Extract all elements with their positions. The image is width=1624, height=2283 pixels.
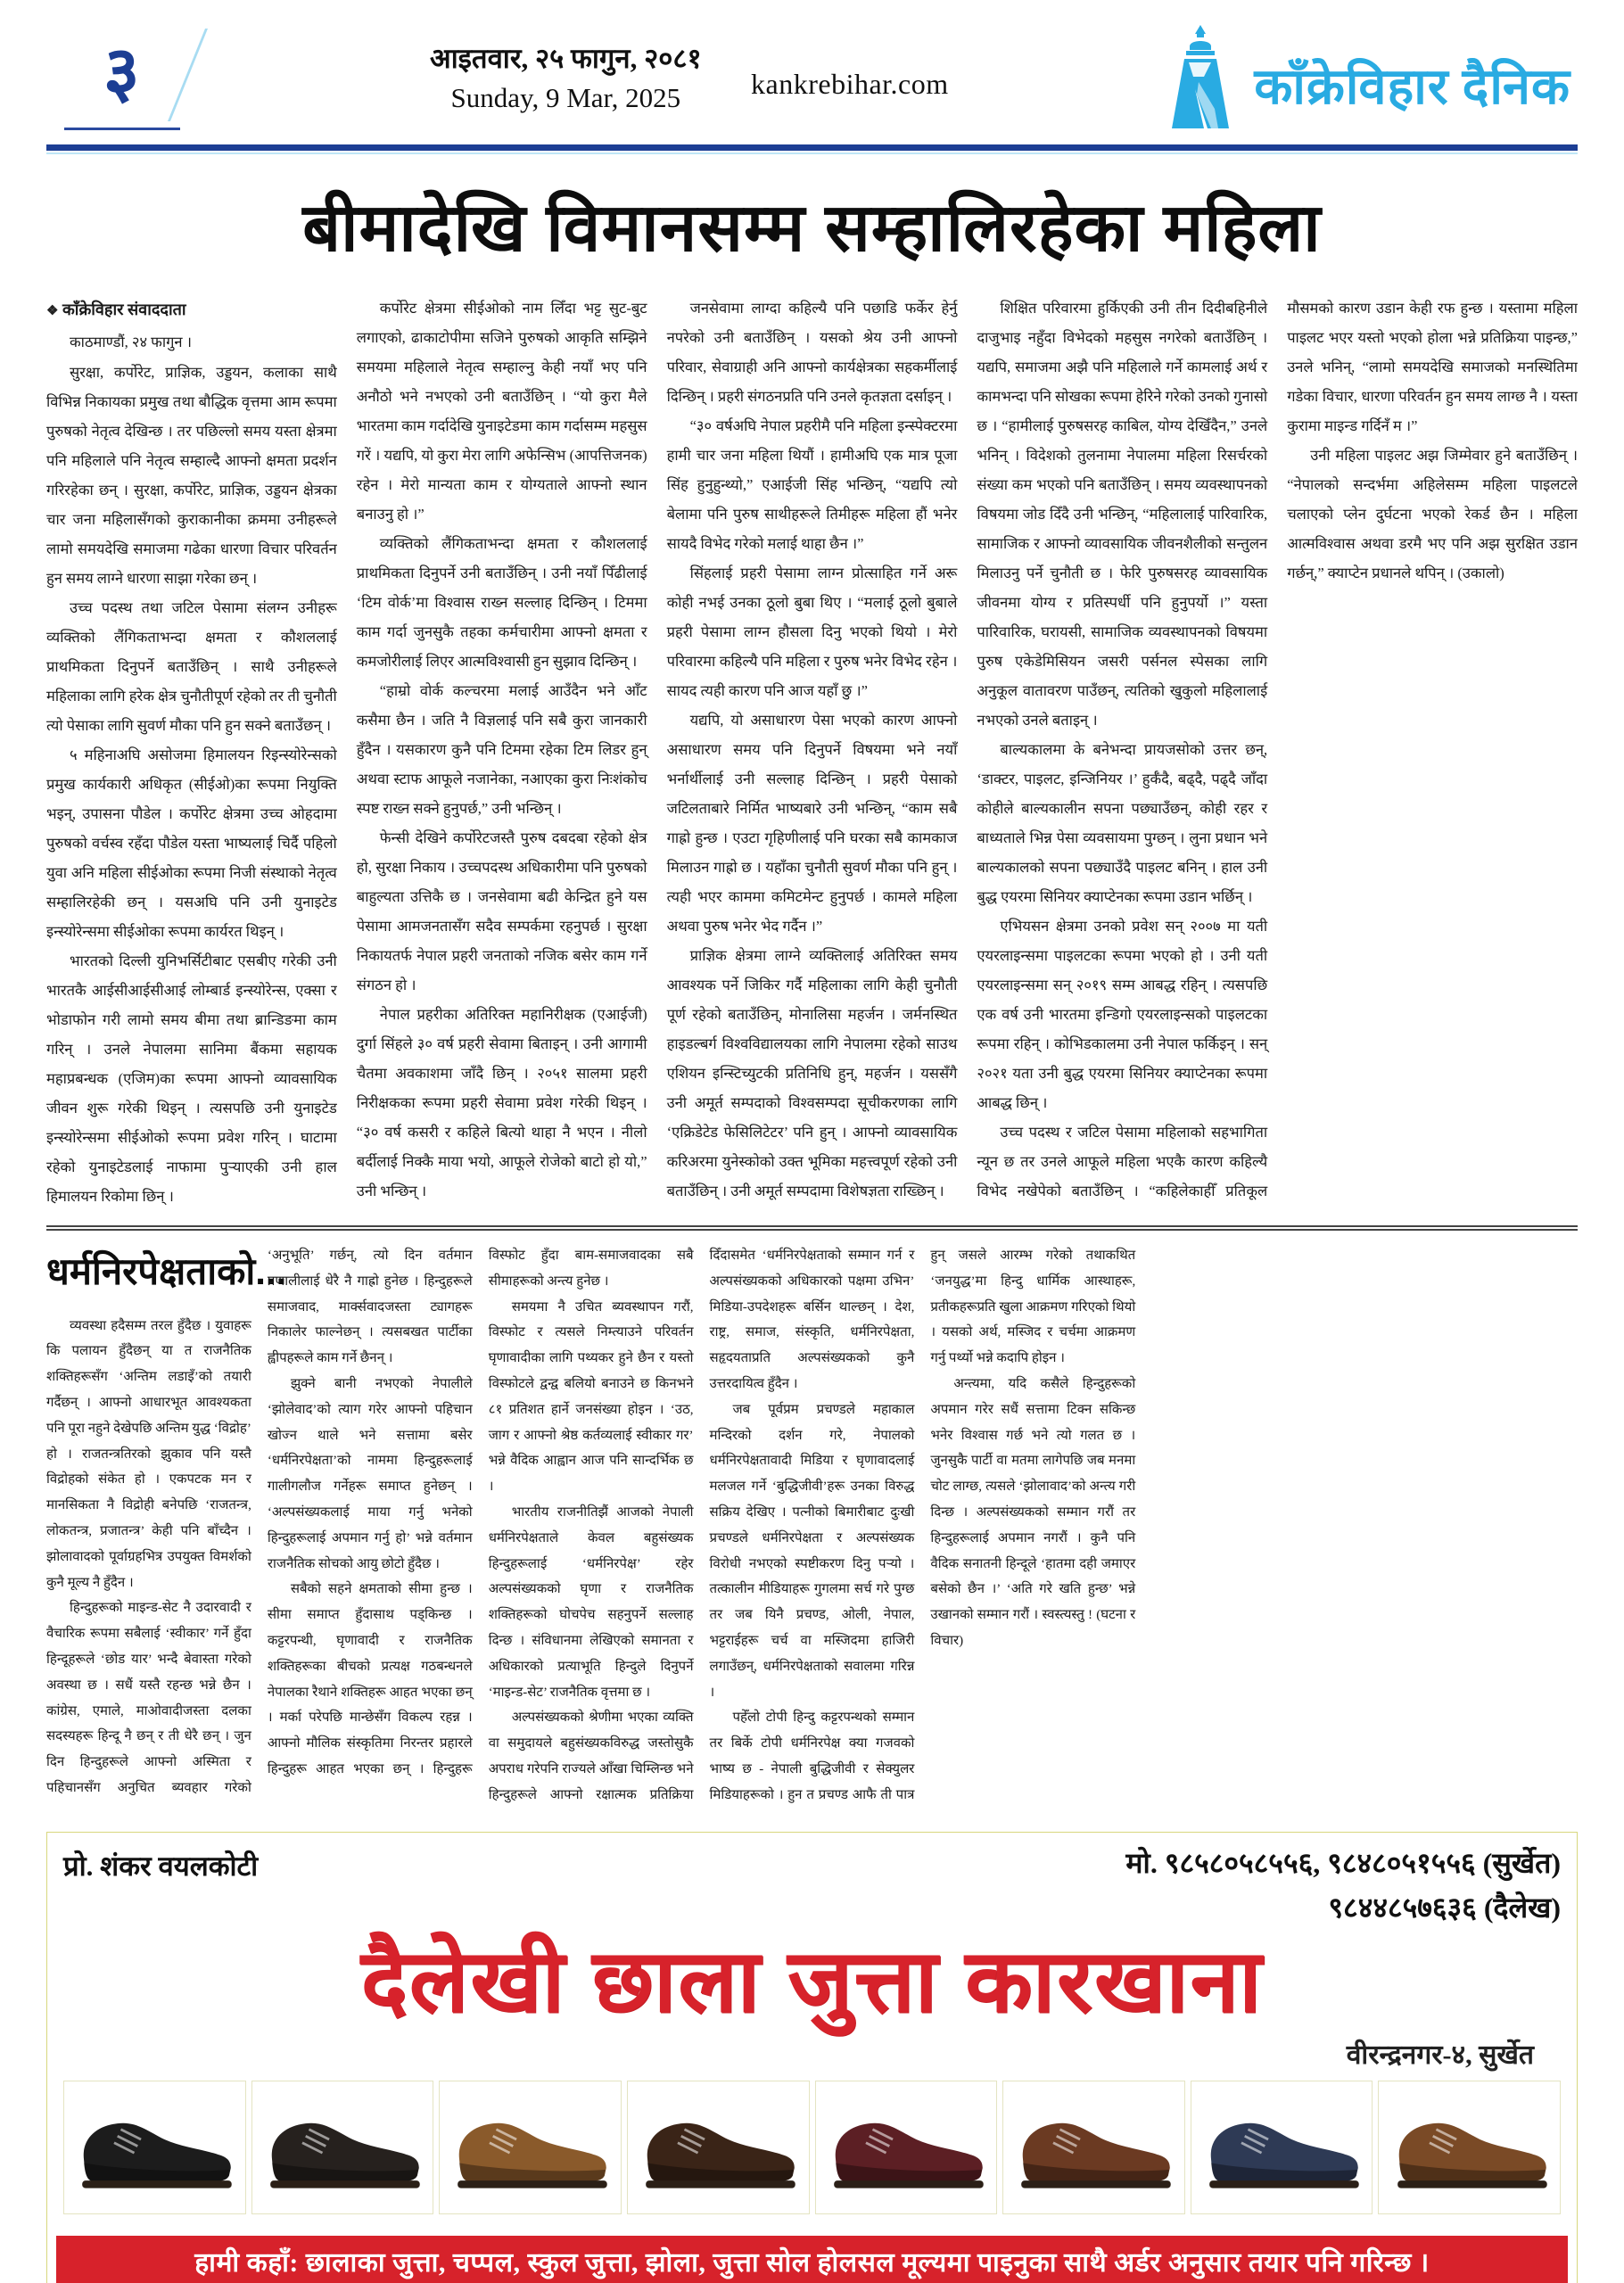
article-paragraph: “३० वर्षअघि नेपाल प्रहरीमै पनि महिला इन्स्पेक्टरमा हामी चार जना महिला थियौं । हामीअघि एक मात्र पूजा सिंह हुनुहुन्थ्यो,” एआईजी सिंह भन्छिन्, “यद्यपि त्यो बेलामा पनि पुरुष साथीहरूले तिमीहरू महिला हौं भनेर सायदै विभेद गरेको मलाई थाहा छैन ।” <box>666 417 958 552</box>
article-paragraph: नेपाल प्रहरीका अतिरिक्त महानिरीक्षक (एआईजी) दुर्गा सिंहले ३० वर्ष प्रहरी सेवामा बिताइन् । उनी आगामी चैतमा अवकाशमा जाँदै छिन् । २०५१ सालमा प्रहरी निरीक्षकका रूपमा प्रहरी सेवामा प्रवेश गरेकी थिइन् । “३० वर्ष कसरी र कहिले बित्यो थाहा नै भएन । नीलो बर्दीलाई निक्कै माया भयो, आफूले रोजेको बाटो हो यो,” उनी भन्छिन् । <box>356 1006 647 1199</box>
article-paragraph: शिक्षित परिवारमा हुर्किएकी उनी तीन दिदीबहिनीले दाजुभाइ नहुँदा विभेदको महसुस नगरेको बताउँछिन् । यद्यपि, समाजमा अझै पनि महिलाले गर्ने कामलाई अर्थ र कामभन्दा पनि सोखका रूपमा हेरिने गरेको उनको गुनासो छ । “हामीलाई पुरुषसरह काबिल, योग्य देखिँदैन,” उनले भनिन् । विदेशको तुलनामा नेपालमा महिला रिसर्चरको संख्या कम भएको पनि बताउँछिन् । समय व्यवस्थापनको विषयमा जोड दिँदै उनी भन्छिन्, “महिलालाई पारिवारिक, सामाजिक र आफ्नो व्यावसायिक जीवनशैलीको सन्तुलन मिलाउनु पर्ने चुनौती छ । फेरि पुरुषसरह व्यावसायिक जीवनमा योग्य र प्रतिस्पर्धी पनि हुनुपर्यो ।” यस्ता पारिवारिक, घरायसी, सामाजिक व्यवस्थापनको विषयमा पुरुष एकेडेमिसियन जसरी पर्सनल स्पेसका लागि अनुकूल वातावरण पाउँछन्, त्यतिको खुकुलो महिलालाई नभएको उनले बताइन् । <box>977 300 1268 729</box>
article-paragraph: उच्च पदस्थ र जटिल पेसामा महिलाको सहभागिता न्यून छ तर उनले आफूले महिला भएकै कारण कहिल्यै विभेद नखेपेको बताउँछिन् । “कहिलेकाहीँ प्रतिकूल मौसमको कारण उडान केही रफ हुन्छ । यस्तामा महिला पाइलट भएर यस्तो भएको होला भन्ने प्रतिक्रिया पाइन्छ,” उनले भनिन्, “लामो समयदेखि समाजको मनस्थितिमा गडेका विचार, धारणा परिवर्तन हुन समय लाग्छ नै । यस्ता कुरामा माइन्ड गर्दिनँ म ।” <box>977 300 1578 1199</box>
date-block <box>430 39 702 118</box>
ad-phone-numbers <box>1125 1842 1561 1930</box>
shoe-photo <box>63 2081 246 2214</box>
ad-phone-line-2: ९८४४८५७६३६ (दैलेख) <box>1328 1891 1561 1924</box>
article-paragraph: व्यवस्था हदैसम्म तरल हुँदैछ । युवाहरू कि पलायन हुँदैछन् या त राजनैतिक शक्तिहरूसँग ‘अन्तिम लडाइँ’को तयारी गर्दैछन् । आफ्नो आधारभूत आवश्यकता पनि पूरा नहुने देखेपछि अन्तिम युद्ध ‘विद्रोह’ हो । राजतन्त्रतिरको झुकाव पनि यस्तै विद्रोहको संकेत हो । एकपटक मन र मानसिकता नै विद्रोही बनेपछि ‘राजतन्त्र, लोकतन्त्र, प्रजातन्त्र’ केही पनि बाँच्दैन । झोलावादको पूर्वाग्रहभित्र उपयुक्त विमर्शको कुनै मूल्य नै हुँदैन । <box>46 1318 251 1590</box>
article-paragraph: उच्च पदस्थ तथा जटिल पेसामा संलग्न उनीहरू व्यक्तिको लैंगिकताभन्दा क्षमता र कौशललाई प्राथमिकता दिनुपर्ने बताउँछिन् । साथै उनीहरूले महिलाका लागि हरेक क्षेत्र चुनौतीपूर्ण रहेको तर ती चुनौती त्यो पेसाका लागि सुवर्ण मौका पनि हुन सक्ने बताउँछन् । <box>46 599 337 735</box>
nepali-date: आइतवार, २५ फागुन, २०८१ <box>430 43 702 74</box>
shoe-image <box>446 2089 614 2205</box>
newspaper-name: काँक्रेविहार दैनिक <box>1254 60 1570 115</box>
shoe-image <box>822 2089 990 2205</box>
ad-proprietor: प्रो. शंकर वयलकोटी <box>63 1850 259 1882</box>
article-paragraph: बाल्यकालमा के बनेभन्दा प्रायजसोको उत्तर छन्, ‘डाक्टर, पाइलट, इन्जिनियर ।’ हुर्कँदै, बढ्दै, पढ्दै जाँदा कोहीले बाल्यकालीन सपना पछ्याउँछन्, कोही रहर र बाध्यताले भिन्न पेसा व्यवसायमा पुग्छन् । लुना प्रधान भने बाल्यकालको सपना पछ्याउँदै पाइलट बनिन् । हाल उनी बुद्ध एयरमा सिनियर क्याप्टेनका रूपमा उडान भर्छिन् । <box>977 741 1268 905</box>
newspaper-logo <box>1159 23 1570 130</box>
article-paragraph: सिंहलाई प्रहरी पेसामा लाग्न प्रोत्साहित गर्ने अरू कोही नभई उनका ठूलो बुबा थिए । “मलाई ठूलो बुबाले प्रहरी पेसामा लाग्न हौसला दिनु भएको थियो । मेरो परिवारमा कहिल्यै पनि महिला र पुरुष भनेर विभेद रहेन । सायद त्यही कारण पनि आज यहाँ छु ।” <box>666 565 958 699</box>
article-paragraph: भारतीय राजनीतिझैं आजको नेपाली धर्मनिरपेक्षताले केवल बहुसंख्यक हिन्दुहरूलाई ‘धर्मनिरपेक्ष’ रहेर अल्पसंख्यकको घृणा र राजनैतिक शक्तिहरूको घोचपेच सहनुपर्ने सल्लाह दिन्छ । संविधानमा लेखिएको समानता र अधिकारको प्रत्याभूति हिन्दुले दिनुपर्ने ‘माइन्ड-सेट’ राजनैतिक वृत्तमा छ । <box>488 1504 694 1700</box>
byline-text: काँक्रेविहार संवाददाता <box>62 301 186 318</box>
main-headline: बीमादेखि विमानसम्म सम्हालिरहेका महिला <box>302 190 1322 265</box>
dateline: काठमाण्डौं, २४ फागुन । <box>70 333 192 350</box>
byline <box>46 293 337 327</box>
shoe-image <box>1386 2089 1554 2205</box>
article-paragraph: प्राज्ञिक क्षेत्रमा लाग्ने व्यक्तिलाई अतिरिक्त समय आवश्यक पर्ने जिकिर गर्दै महिलाका लागि केही चुनौती पूर्ण रहेको बताउँछिन्, मोनालिसा महर्जन । जर्मनस्थित हाइडल्बर्ग विश्वविद्यालयका लागि नेपालमा रहेको साउथ एशियन इन्स्टिच्युटकी प्रतिनिधि हुन्, महर्जन । यससँगै उनी अमूर्त सम्पदाको विश्वसम्पदा सूचीकरणका लागि ‘एक्रिडेटेड फेसिलिटेटर’ पनि हुन् । आफ्नो व्यावसायिक करिअरमा युनेस्कोको उक्त भूमिका महत्त्वपूर्ण रहेको उनी बताउँछिन् । उनी अमूर्त सम्पदामा विशेषज्ञता राख्छिन् । <box>666 947 958 1199</box>
shoe-photo-strip <box>63 2081 1561 2214</box>
shoe-photo <box>1378 2081 1561 2214</box>
article-paragraph: सुरक्षा, कर्पोरेट, प्राज्ञिक, उड्डयन, कलाका साथै विभिन्न निकायका प्रमुख तथा बौद्धिक वृत्तमा आम रूपमा पुरुषको नेतृत्व देखिन्छ । तर पछिल्लो समय यस्ता क्षेत्रमा पनि महिलाले पनि नेतृत्व सम्हाल्दै आफ्नो क्षमता प्रदर्शन गरिरहेका छन् । सुरक्षा, कर्पोरेट, प्राज्ञिक, उड्डयन क्षेत्रका चार जना महिलासँगको कुराकानीका क्रममा उनीहरूले लामो समयदेखि समाजमा गढेका धारणा विचार परिवर्तन हुन समय लाग्ने धारणा साझा गरेका छन् । <box>46 364 337 588</box>
shoe-photo <box>439 2081 622 2214</box>
article-paragraph: व्यक्तिको लैंगिकताभन्दा क्षमता र कौशललाई प्राथमिकता दिनुपर्ने उनी बताउँछिन् । उनी नयाँ पिँढीलाई ‘टिम वोर्क’मा विश्वास राख्न सल्लाह दिन्छिन् । टिममा काम गर्दा जुनसुकै तहका कर्मचारीमा आफ्नो क्षमता र कमजोरीलाई लिएर आत्मविश्वासी हुन सुझाव दिन्छिन् । <box>356 535 647 670</box>
shoe-image <box>1198 2089 1365 2205</box>
article-paragraph: समयमा नै उचित ब्यवस्थापन गरौं, विस्फोट र त्यसले निम्त्याउने परिवर्तन घृणावादीका लागि पथ्यकर हुने छैन र यस्तो विस्फोटले द्वन्द्व बलियो बनाउने छ किनभने ८१ प्रतिशत हार्ने जनसंख्या होइन । ‘उठ, जाग र आफ्नो श्रेष्ठ कर्तव्यलाई स्वीकार गर’ भन्ने वैदिक आह्वान आज पनि सान्दर्भिक छ । <box>488 1299 694 1495</box>
article-paragraph: उनी महिला पाइलट अझ जिम्मेवार हुने बताउँछिन् । “नेपालको सन्दर्भमा अहिलेसम्म महिला पाइलटले चलाएको प्लेन दुर्घटना भएको रेकर्ड छैन । महिला आत्मविश्वास अथवा डरमै भए पनि अझ सुरक्षित उडान गर्छन्,” क्याप्टेन प्रधानले थपिन् । (उकालो) <box>1287 447 1578 581</box>
shoe-image <box>634 2089 802 2205</box>
shoe-factory-ad <box>46 1832 1578 2283</box>
article-paragraph: “हाम्रो वोर्क कल्चरमा मलाई आउँदैन भने आँट कसैमा छैन । जति नै विज्ञलाई पनि सबै कुरा जानकारी हुँदैन । यसकारण कुनै पनि टिममा रहेका टिम लिडर हुन् अथवा स्टाफ आफूले नजानेका, नआएका कुरा निःशंकोच स्पष्ट राख्न सक्ने हुनुपर्छ,” उनी भन्छिन् । <box>356 682 647 817</box>
page-number-block <box>57 23 209 130</box>
shoe-image <box>1010 2089 1177 2205</box>
article-paragraph: भारतको दिल्ली युनिभर्सिटीबाट एसबीए गरेकी उनी भारतकै आईसीआईसीआई लोम्बार्ड इन्स्योरेन्स, एक्सा र भोडाफोन गरी लामो समय बीमा तथा ब्रान्डिङमा काम गरिन् । उनले नेपालमा सानिमा बैंकमा सहायक महाप्रबन्धक (एजिम)का रूपमा आफ्नो व्यावसायिक जीवन शुरू गरेकी थिइन् । त्यसपछि उनी युनाइटेड इन्स्योरेन्समा सीईओको रूपमा प्रवेश गरिन् । घाटामा रहेको युनाइटेडलाई नाफामा पुऱ्याएकी उनी हाल हिमालयन रिकोमा छिन् । <box>46 952 337 1206</box>
shoe-image <box>70 2089 238 2205</box>
website-text: kankrebihar.com <box>751 68 949 100</box>
shoe-photo <box>1002 2081 1185 2214</box>
main-article-body <box>46 293 1578 1216</box>
ad-title: दैलेखी छाला जुत्ता कारखाना <box>360 1932 1264 2031</box>
article-paragraph: ५ महिनाअघि असोजमा हिमालयन रिइन्स्योरेन्सको प्रमुख कार्यकारी अधिकृत (सीईओ)का रूपमा नियुक्ति भइन्, उपासना पौडेल । कर्पोरेट क्षेत्रमा उच्च ओहदामा पुरुषको वर्चस्व रहँदा पौडेल यस्ता भाष्यलाई चिर्दै पहिलो युवा अनि महिला सीईओका रूपमा निजी संस्थाको नेतृत्व सम्हालिरहेकी छन् । यसअघि पनि उनी युनाइटेड इन्स्योरेन्समा सीईओका रूपमा कार्यरत थिइन् । <box>46 746 337 941</box>
article-paragraph: एभियसन क्षेत्रमा उनको प्रवेश सन् २००७ मा यती एयरलाइन्समा पाइलटका रूपमा भएको हो । उनी यती एयरलाइन्समा सन् २०१९ सम्म आबद्ध रहिन् । त्यसपछि एक वर्ष उनी भारतमा इन्डिगो एयरलाइन्सको पाइलटका रूपमा रहिन् । कोभिडकालमा उनी नेपाल फर्किइन् । सन् २०२१ यता उनी बुद्ध एयरमा सिनियर क्याप्टेनका रूपमा आबद्ध छिन् । <box>977 918 1268 1111</box>
article-paragraph: सबैको सहने क्षमताको सीमा हुन्छ । सीमा समाप्त हुँदासाथ पड्किन्छ । कट्टरपन्थी, घृणावादी र राजनैतिक शक्तिहरूका बीचको प्रत्यक्ष गठबन्धनले नेपालका रैथाने शक्तिहरू आहत भएका छन् । मर्का परेपछि मान्छेसँग विकल्प रहन्न । आफ्नो मौलिक संस्कृतिमा निरन्तर प्रहारले हिन्दुहरू आहत भएका छन् । हिन्दुहरू विस्फोट हुँदा बाम-समाजवादका सबै सीमाहरूको अन्त्य हुनेछ । <box>267 1249 694 1776</box>
article-paragraph: अन्त्यमा, यदि कसैले हिन्दुहरूको अपमान गरेर सधैं सत्तामा टिक्न सकिन्छ भनेर विश्वास गर्छ भने त्यो गलत छ । जुनसुकै पार्टी वा मतमा लागेपछि जब मनमा चोट लाग्छ, त्यसले ‘झोलावाद’को अन्त्य गरी दिन्छ । अल्पसंख्यकको सम्मान गरौं तर हिन्दुहरूलाई अपमान नगरौं । कुनै पनि वैदिक सनातनी हिन्दूले ‘हातमा दही जमाएर बसेको छैन ।’ ‘अति गरे खति हुन्छ’ भन्ने उखानको सम्मान गरौं । स्वस्त्यस्तु ! (घटना र विचार) <box>930 1376 1136 1648</box>
article-paragraph: फेन्सी देखिने कर्पोरेटजस्तै पुरुष दबदबा रहेको क्षेत्र हो, सुरक्षा निकाय । उच्चपदस्थ अधिकारीमा पनि पुरुषको बाहुल्यता उत्तिकै छ । जनसेवामा बढी केन्द्रित हुने यस पेसामा आमजनतासँग सदैव सम्पर्कमा रहनुपर्छ । सुरक्षा निकायतर्फ नेपाल प्रहरी जनताको नजिक बसेर काम गर्ने संगठन हो । <box>356 829 647 993</box>
ad-bottom-banner: हामी कहाँ: छालाका जुत्ता, चप्पल, स्कुल जुत्ता, झोला, जुत्ता सोल होलसल मूल्यमा पाइनुका साथै अर्डर अनुसार तयार पनि गरिन्छ । <box>56 2236 1568 2283</box>
ad-address: वीरन्द्रनगर-४, सुर्खेत <box>1346 2040 1534 2070</box>
shoe-photo <box>251 2081 434 2214</box>
article-paragraph: जनसेवामा लाग्दा कहिल्यै पनि पछाडि फर्केर हेर्नु नपरेको उनी बताउँछिन् । यसको श्रेय उनी आफ्नो परिवार, सेवाग्राही अनि आफ्नो कार्यक्षेत्रका सहकर्मीलाई दिन्छिन् । प्रहरी संगठनप्रति पनि उनले कृतज्ञता दर्साइन् । <box>666 300 958 405</box>
section-divider <box>46 1225 1578 1231</box>
shoe-photo <box>815 2081 998 2214</box>
shoe-image <box>259 2089 426 2205</box>
stupa-logo-icon <box>1159 23 1241 130</box>
ad-phone-line-1: मो. ९८५८०५८५५६, ९८४८०५१५५६ (सुर्खेत) <box>1125 1847 1561 1879</box>
article-paragraph: अल्पसंख्यकको श्रेणीमा भएका व्यक्ति वा समुदायले बहुसंख्यकविरुद्ध जस्तोसुकै अपराध गरेपनि राज्यले आँखा चिम्लिन्छ भने हिन्दुहरूले आफ्नो रक्षात्मक प्रतिक्रिया दिँदासमेत ‘धर्मनिरपेक्षताको सम्मान गर्न र अल्पसंख्यकको अधिकारको पक्षमा उभिन’ मिडिया-उपदेशहरू बर्सिन थाल्छन् । देश, राष्ट्र, समाज, संस्कृति, धर्मनिरपेक्षता, सहृदयताप्रति अल्पसंख्यकको कुनै उत्तरदायित्व हुँदैन । <box>488 1249 915 1802</box>
page-number: ३ <box>103 33 140 111</box>
article-paragraph: यद्यपि, यो असाधारण पेसा भएको कारण आफ्नो असाधारण समय पनि दिनुपर्ने विषयमा भने नयाँ भर्नार्थीलाई उनी सल्लाह दिन्छिन् । प्रहरी पेसाको जटिलताबारे निर्मित भाष्यबारे उनी भन्छिन्, “काम सबै गाह्रो हुन्छ । एउटा गृहिणीलाई पनि घरका सबै कामकाज मिलाउन गाह्रो छ । यहाँका चुनौती सुवर्ण मौका पनि हुन् । त्यही भएर काममा कमिटमेन्ट हुनुपर्छ । कामले महिला अथवा पुरुष भनेर भेद गर्दैन ।” <box>666 712 958 935</box>
opinion-heading: धर्मनिरपेक्षताको... <box>46 1250 287 1292</box>
byline-ornament-icon: ❖ <box>46 304 59 318</box>
opinion-article-body <box>46 1243 1578 1821</box>
article-paragraph: जब पूर्वप्रम प्रचण्डले महाकाल मन्दिरको दर्शन गरे, नेपालको धर्मनिरपेक्षतावादी मिडिया र घृणावादलाई मलजल गर्ने ‘बुद्धिजीवी’हरू उनका विरुद्ध सक्रिय देखिए । पत्नीको बिमारीबाट दुःखी प्रचण्डले धर्मनिरपेक्षता र अल्पसंख्यक विरोधी नभएको स्पष्टीकरण दिनु पर्‍यो । तत्कालीन मीडियाहरू गुगलमा सर्च गरे पुग्छ तर जब यिनै प्रचण्ड, ओली, नेपाल, भट्टराईहरू चर्च वा मस्जिदमा हाजिरी लगाउँछन्, धर्मनिरपेक्षताको सवालमा गरिन्न । <box>709 1402 915 1700</box>
page-number-underline <box>64 128 180 130</box>
article-paragraph: हिन्दुहरूको माइन्ड-सेट नै उदारवादी र वैचारिक रूपमा सबैलाई ‘स्वीकार’ गर्ने हुँदा हिन्दूहरूले ‘छोड यार’ भन्दै बेवास्ता गरेको अवस्था छ । सधैं यस्तै रहन्छ भन्ने छैन । कांग्रेस, एमाले, माओवादीजस्ता दलका सदस्यहरू हिन्दू नै छन् र ती धेरै छन् । जुन दिन हिन्दुहरूले आफ्नो अस्मिता र पहिचानसँग अनुचित ब्यवहार गरेको ‘अनुभूति’ गर्छन्, त्यो दिन वर्तमान प्रणालीलाई धेरै नै गाह्रो हुनेछ । हिन्दुहरूले समाजवाद, मार्क्सवादजस्ता ट्यागहरू निकालेर फाल्नेछन् । त्यसबखत पार्टीका ह्वीपहरूले काम गर्ने छैनन् । <box>46 1249 473 1796</box>
masthead <box>46 16 1578 143</box>
article-paragraph: कर्पोरेट क्षेत्रमा सीईओको नाम लिँदा भट्ट सुट-बुट लगाएको, ढाकाटोपीमा सजिने पुरुषको आकृति सम्झिने समयमा महिलाले नेतृत्व सम्हाल्नु केही नयाँ भए पनि अनौठो भने नभएको उनी बताउँछिन् । “यो कुरा मैले भारतमा काम गर्दादेखि युनाइटेडमा काम गर्दासम्म महसुस गरें । यद्यपि, यो कुरा मेरा लागि अफेन्सिभ (आपत्तिजनक) रहेन । मेरो मान्यता काम र योग्यताले आफ्नो स्थान बनाउनु हो ।” <box>356 300 647 523</box>
shoe-photo <box>1191 2081 1373 2214</box>
masthead-rule <box>46 144 1578 154</box>
ad-header-row <box>63 1842 1561 1930</box>
shoe-photo <box>627 2081 810 2214</box>
article-paragraph: पहेँलो टोपी हिन्दु कट्टरपन्थको सम्मान तर बिर्के टोपी धर्मनिरपेक्ष क्या गजवको भाष्य छ - नेपाली बुद्धिजीवी र सेक्युलर मिडियाहरूको । हुन त प्रचण्ड आफै ती पात्र हुन् जसले आरम्भ गरेको तथाकथित ‘जनयुद्ध’मा हिन्दु धार्मिक आस्थाहरू, प्रतीकहरूप्रति खुला आक्रमण गरिएको थियो । यसको अर्थ, मस्जिद र चर्चमा आक्रमण गर्नु पर्थ्यो भन्ने कदापि होइन । <box>709 1249 1136 1802</box>
article-paragraph: झुक्ने बानी नभएको नेपालीले ‘झोलेवाद’को त्याग गरेर आफ्नो पहिचान खोज्न थाले भने सत्तामा बसेर ‘धर्मनिरपेक्षता’को नाममा हिन्दुहरूलाई गालीगलौज गर्नेहरू समाप्त हुनेछन् । ‘अल्पसंख्यकलाई माया गर्नु भनेको हिन्दुहरूलाई अपमान गर्नु हो’ भन्ने वर्तमान राजनैतिक सोचको आयु छोटो हुँदैछ । <box>267 1376 473 1571</box>
english-date: Sunday, 9 Mar, 2025 <box>450 82 681 113</box>
